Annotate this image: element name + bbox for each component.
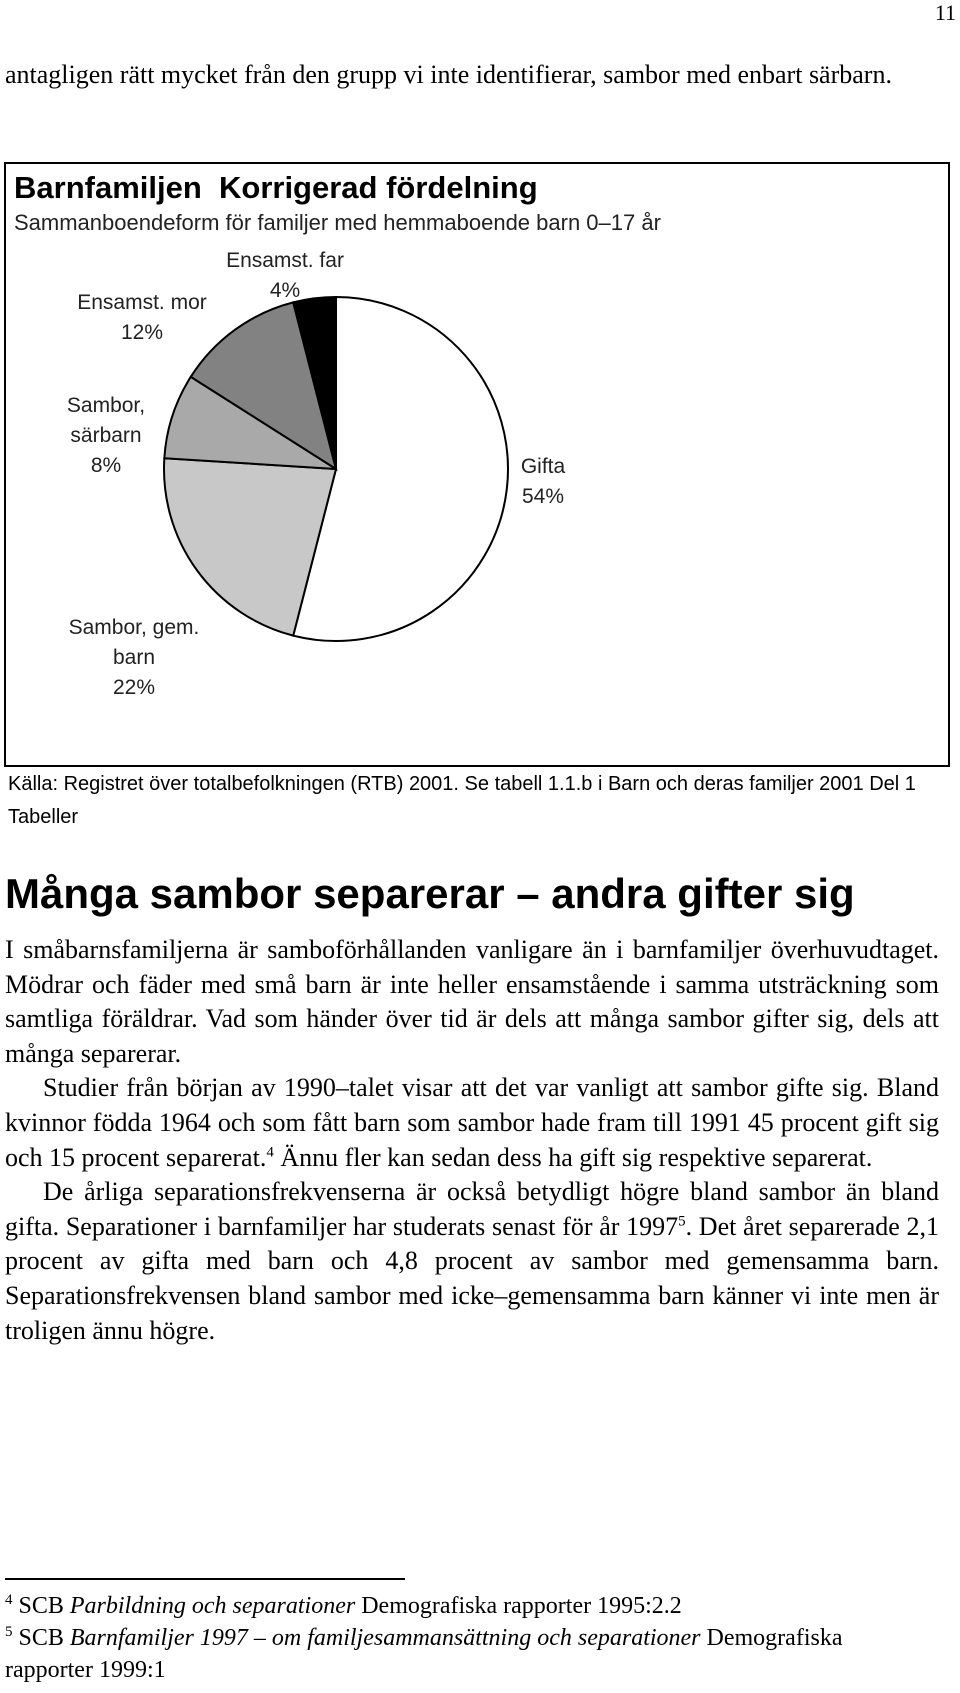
pie-label-5-line-1: Ensamst. far <box>226 249 344 272</box>
footnote-ref-4: 4 <box>266 1143 274 1160</box>
footnote-4-pre: SCB <box>18 1593 70 1619</box>
paragraph-2-text-a: Studier från början av 1990–talet visar att det var vanligt att sambor gifte sig. Bland kvinnor födda 1964 och som fått barn som sambor hade fram till 1991 45 procent gift sig och 15 procent separerat. <box>5 1073 939 1172</box>
body-text <box>5 933 939 1348</box>
paragraph-2-text-b: Ännu fler kan sedan dess ha gift sig respektive separerat. <box>273 1142 873 1172</box>
paragraph-3-text-b: . Det året separerade 2,1 procent av gifta med barn och 4,8 procent av sambor med gemensamma barn. Separationsfrekvensen bland sambor med icke–gemensamma barn känner vi inte men är troligen ännu högre. <box>5 1211 939 1345</box>
pie-label-2-line-3: 22% <box>112 676 156 699</box>
pie-label-3-line-2: särbarn <box>70 424 142 447</box>
footnote-4-number: 4 <box>5 1592 13 1608</box>
footnote-4-post: Demografiska rapporter 1995:2.2 <box>355 1593 682 1619</box>
footnote-5-post: Demografiska rapporter 1999:1 <box>5 1625 843 1683</box>
paragraph-3 <box>5 1175 939 1348</box>
figure-subtitle: Sammanboendeform för familjer med hemmaboende barn 0–17 år <box>14 210 661 235</box>
pie-label-5-line-2: 4% <box>269 279 301 302</box>
paragraph-2 <box>5 1071 939 1175</box>
footnotes <box>5 1590 930 1686</box>
pie-label-3-line-1: Sambor, <box>66 394 146 417</box>
footnote-5-pre: SCB <box>18 1625 70 1651</box>
pie-label-1-line-1: Gifta <box>520 455 566 478</box>
footnote-5-number: 5 <box>5 1624 13 1640</box>
pie-label-2-line-2: barn <box>112 646 156 669</box>
intro-paragraph: antagligen rätt mycket från den grupp vi inte identifierar, sambor med enbart särbarn. <box>5 60 892 89</box>
footnote-ref-5: 5 <box>678 1213 686 1230</box>
pie-label-4-line-2: 12% <box>120 321 164 344</box>
pie-label-2-line-1: Sambor, gem. <box>68 616 200 639</box>
figure-box <box>4 162 950 767</box>
pie-label-1-line-2: 54% <box>521 485 565 508</box>
figure-source: Källa: Registret över totalbefolkningen (RTB) 2001. Se tabell 1.1.b i Barn och deras familjer 2001 Del 1 Tabeller <box>8 773 916 828</box>
pie-label-3-line-3: 8% <box>90 454 122 477</box>
figure-title: Barnfamiljen Korrigerad fördelning <box>14 170 538 205</box>
pie-chart <box>6 164 948 765</box>
footnote-5 <box>5 1622 930 1686</box>
pie-label-4-line-1: Ensamst. mor <box>77 291 207 314</box>
footnote-5-title: Barnfamiljer 1997 – om familjesammansättning och separationer <box>69 1625 701 1651</box>
section-heading: Många sambor separerar – andra gifter sig <box>5 870 855 917</box>
footnote-4-title: Parbildning och separationer <box>69 1593 356 1619</box>
paragraph-3-text-a: De årliga separationsfrekvenserna är också betydligt högre bland sambor än bland gifta. Separationer i barnfamiljer har studerats senast för år 1997 <box>5 1177 939 1241</box>
footnote-rule <box>5 1578 405 1580</box>
footnote-4 <box>5 1590 930 1622</box>
paragraph-1: I småbarnsfamiljerna är samboförhållanden vanligare än i barnfamiljer överhuvudtaget. Mödrar och fäder med små barn är inte heller ensamstående i samma utsträckning som samtliga föräldrar. Vad som händer över tid är dels att många sambor gifter sig, dels att många separerar. <box>5 935 939 1068</box>
page-number: 11 <box>934 0 956 25</box>
